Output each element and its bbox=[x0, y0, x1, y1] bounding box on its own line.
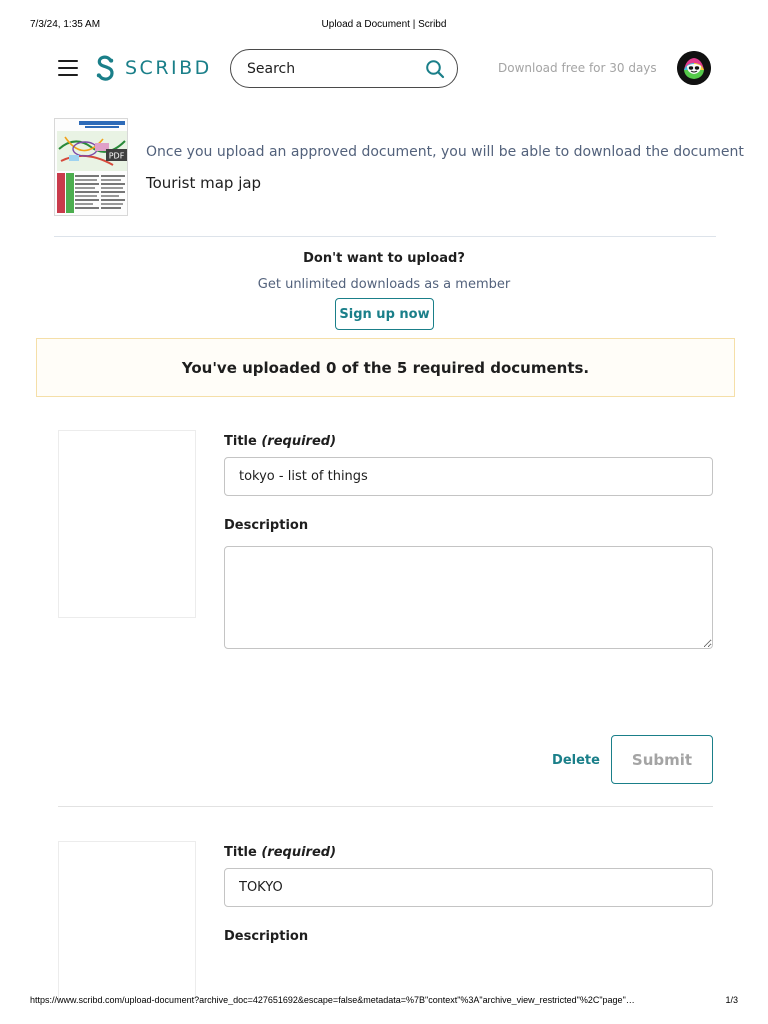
sign-up-button[interactable]: Sign up now bbox=[335, 298, 434, 330]
upload-notice: Once you upload an approved document, you will be able to download the document bbox=[146, 144, 744, 160]
scribd-logo[interactable] bbox=[94, 54, 212, 82]
search-icon[interactable] bbox=[425, 59, 445, 79]
avatar-image bbox=[677, 51, 711, 85]
description-label: Description bbox=[224, 518, 309, 533]
search-bar[interactable] bbox=[230, 49, 458, 88]
print-page-number: 1/3 bbox=[725, 995, 738, 1005]
title-label-text-2: Title bbox=[224, 845, 257, 860]
upload-progress-text: You've uploaded 0 of the 5 required documents. bbox=[181, 358, 590, 377]
upload-divider bbox=[58, 806, 713, 807]
document-name: Tourist map jap bbox=[146, 174, 262, 192]
upload-thumbnail-placeholder bbox=[58, 430, 196, 618]
user-avatar[interactable] bbox=[677, 51, 711, 85]
title-label bbox=[224, 434, 336, 449]
submit-button[interactable]: Submit bbox=[611, 735, 713, 784]
download-free-link[interactable]: Download free for 30 days bbox=[498, 61, 657, 75]
upload-progress-banner bbox=[36, 338, 735, 397]
print-url: https://www.scribd.com/upload-document?archive_doc=427651692&escape=false&metadata=%7B"context"%3A"archive_view_restricted"%2C"page"… bbox=[30, 995, 635, 1005]
upgrade-heading: Don't want to upload? bbox=[303, 251, 465, 266]
title-label-text: Title bbox=[224, 434, 257, 449]
section-divider bbox=[54, 236, 716, 237]
search-input[interactable] bbox=[247, 61, 407, 77]
title-input-2[interactable] bbox=[224, 868, 713, 907]
map-thumbnail-image bbox=[55, 119, 128, 216]
pdf-badge: PDF bbox=[108, 151, 125, 161]
hamburger-menu-icon[interactable] bbox=[58, 60, 78, 76]
scribd-logo-icon bbox=[94, 54, 116, 82]
title-required-hint-2: (required) bbox=[261, 845, 337, 860]
description-textarea[interactable] bbox=[224, 546, 713, 649]
print-datetime: 7/3/24, 1:35 AM bbox=[30, 19, 101, 30]
description-label-2: Description bbox=[224, 929, 309, 944]
title-label-2 bbox=[224, 845, 336, 860]
logo-text: SCRIBD bbox=[125, 57, 212, 79]
title-input[interactable] bbox=[224, 457, 713, 496]
print-page-title: Upload a Document | Scribd bbox=[321, 19, 447, 30]
upload-thumbnail-placeholder-2 bbox=[58, 841, 196, 1001]
document-thumbnail bbox=[54, 118, 128, 216]
upgrade-subtext: Get unlimited downloads as a member bbox=[257, 277, 511, 292]
delete-button[interactable]: Delete bbox=[548, 748, 604, 772]
title-required-hint: (required) bbox=[261, 434, 337, 449]
